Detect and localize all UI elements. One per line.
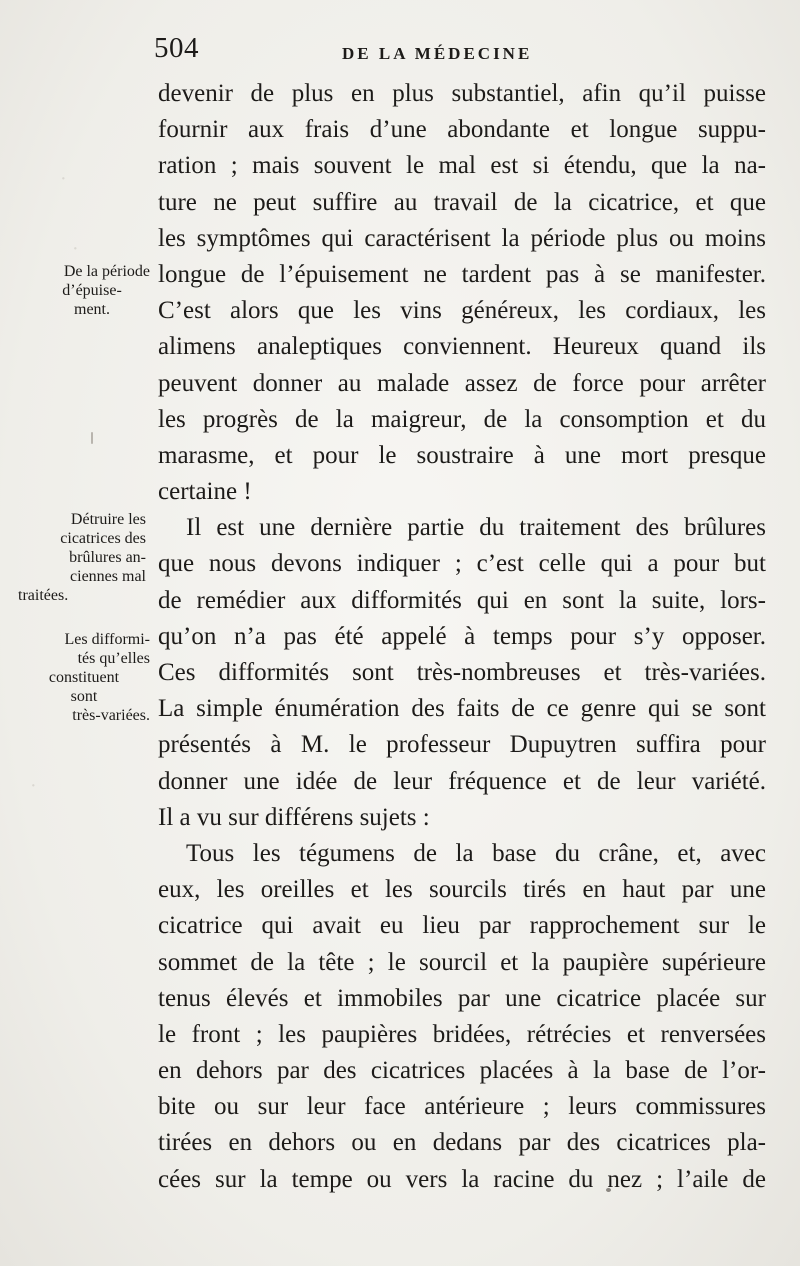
text-line: Ces difformités sont très-nombreuses et très-variées. <box>158 659 766 686</box>
margin-note-line: De la période <box>63 263 150 280</box>
margin-note-line: ciennes mal <box>70 568 146 585</box>
margin-note-line: Détruire les <box>70 511 146 528</box>
ink-speck <box>91 432 93 444</box>
margin-note-line: tés qu’elles <box>77 650 150 667</box>
text-line: devenir de plus en plus substantiel, afin qu’il puisse <box>158 80 766 107</box>
text-line: que nous devons indiquer ; c’est celle qui a pour but <box>158 550 766 578</box>
text-line: en dehors par des cicatrices placées à la base de l’or- <box>158 1057 766 1085</box>
margin-note-line: sont <box>70 688 98 705</box>
text-line: Il est une dernière partie du traitement des brûlures <box>186 514 766 542</box>
text-line: les symptômes qui caractérisent la période plus ou moins <box>158 224 766 252</box>
margin-note-line: d’épuise- <box>62 282 122 299</box>
margin-note-difformites <box>18 630 150 725</box>
text-line: donner une idée de leur fréquence et de leur variété. <box>158 767 766 795</box>
text-line: certaine ! <box>158 478 252 506</box>
margin-note-line: traitées. <box>18 587 69 604</box>
text-line: le front ; les paupières bridées, rétrécies et renversées <box>158 1020 766 1048</box>
text-line: C’est alors que les vins généreux, les cordiaux, les <box>158 297 766 325</box>
text-line: ration ; mais souvent le mal est si étendu, que la na- <box>158 152 766 180</box>
margin-note-line: brûlures an- <box>69 549 146 566</box>
running-head: DE LA MÉDECINE <box>342 44 533 63</box>
text-line: Tous les tégumens de la base du crâne, et, avec <box>186 839 766 867</box>
margin-note-line: ment. <box>74 301 110 318</box>
text-line: tenus élevés et immobiles par une cicatrice placée sur <box>158 984 766 1012</box>
page-header <box>154 32 764 72</box>
text-line: alimens analeptiques conviennent. Heureux quand ils <box>158 333 766 361</box>
text-line: présentés à M. le professeur Dupuytren suffira pour <box>158 731 766 759</box>
body-text <box>158 76 766 1198</box>
text-line: qu’on n’a pas été appelé à temps pour s’y opposer. <box>158 622 766 650</box>
text-line: peuvent donner au malade assez de force pour arrêter <box>158 369 766 397</box>
margin-note-line: très-variées. <box>72 707 150 724</box>
text-line: cées sur la tempe ou vers la racine du nez ; l’aile de <box>158 1165 766 1193</box>
text-line: les progrès de la maigreur, de la consomption et du <box>158 405 766 433</box>
text-line: La simple énumération des faits de ce genre qui se sont <box>158 695 766 723</box>
margin-note-detruire <box>18 510 146 605</box>
text-line: Il a vu sur différens sujets : <box>158 803 430 831</box>
text-line: marasme, et pour le soustraire à une mort presque <box>158 441 766 469</box>
text-line: longue de l’épuisement ne tardent pas à se manifester. <box>158 260 766 288</box>
bleed-through-mark: · <box>60 168 67 190</box>
margin-note-line: Les difformi- <box>64 631 150 648</box>
text-line: cicatrice qui avait eu lieu par rapprochement sur le <box>158 912 766 940</box>
text-line: bite ou sur leur face antérieure ; leurs commissures <box>158 1093 766 1121</box>
margin-note-line: constituent <box>48 669 120 686</box>
text-line: ture ne peut suffire au travail de la cicatrice, et que <box>158 188 766 216</box>
bleed-through-mark: · <box>72 238 79 260</box>
text-line: fournir aux frais d’une abondante et longue suppu- <box>158 116 766 144</box>
text-line: eux, les oreilles et les sourcils tirés en haut par une <box>158 876 766 904</box>
text-line: tirées en dehors ou en dedans par des cicatrices pla- <box>158 1129 766 1157</box>
margin-note-periode <box>18 262 150 319</box>
text-line: sommet de la tête ; le sourcil et la paupière supérieure <box>158 948 766 976</box>
bleed-through-mark: · <box>30 775 37 797</box>
page-number: 504 <box>154 32 199 64</box>
text-line: de remédier aux difformités qui en sont la suite, lors- <box>158 586 766 614</box>
margin-note-line: cicatrices des <box>60 530 146 547</box>
